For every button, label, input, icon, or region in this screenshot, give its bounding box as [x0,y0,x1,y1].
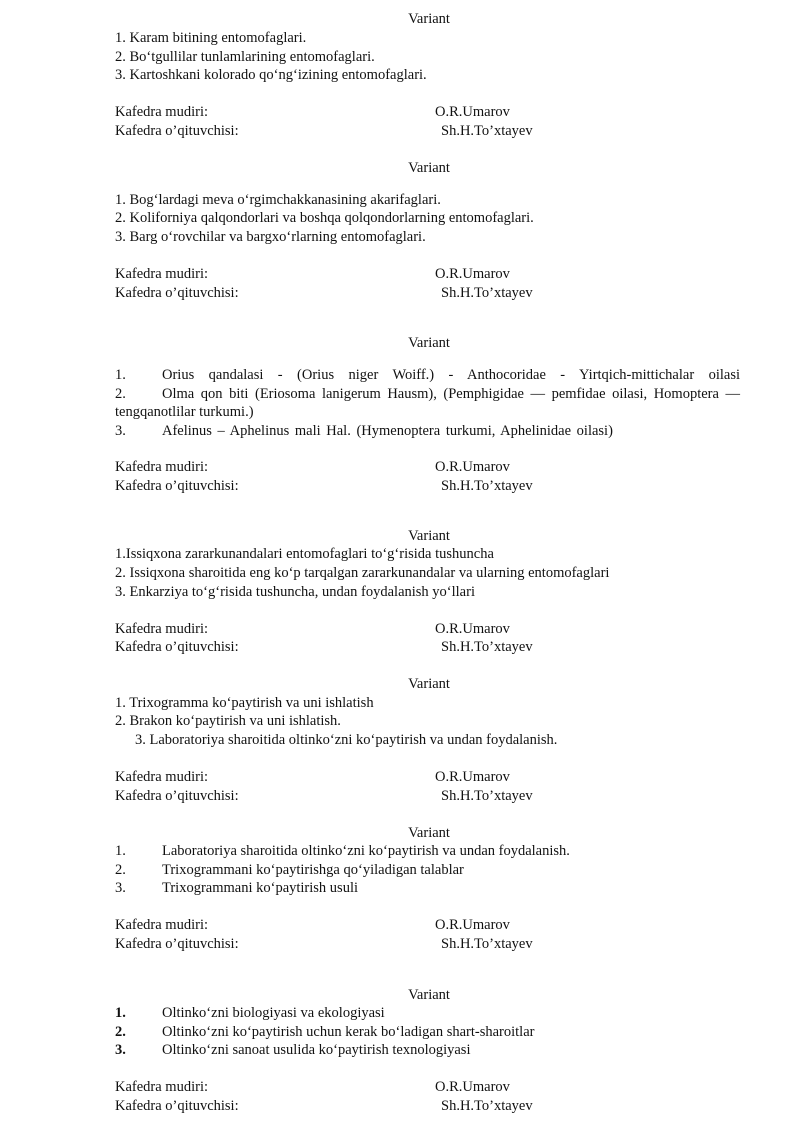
teacher-label: Kafedra o’qituvchisi: [115,285,239,301]
teacher-name: Sh.H.To’xtayev [441,285,533,301]
item-number: 3. [115,1042,126,1058]
list-item: Laboratoriya sharoitida oltinko‘zni ko‘paytirish va undan foydalanish. [162,843,570,859]
variant-title: Variant [408,987,450,1003]
variant-title: Variant [408,528,450,544]
head-name: O.R.Umarov [435,917,510,933]
teacher-label: Kafedra o’qituvchisi: [115,788,239,804]
head-name: O.R.Umarov [435,769,510,785]
variant-title: Variant [408,11,450,27]
list-item: Olma qon biti (Eriosoma lanigerum Hausm), (Pemphigidae — pemfidae oilasi, Homoptera — [162,386,740,402]
list-item: 2. Koliforniya qalqondorlari va boshqa qolqondorlarning entomofaglari. [115,210,534,226]
list-item: 2. Issiqxona sharoitida eng ko‘p tarqalgan zararkunandalar va ularning entomofaglari [115,565,610,581]
list-item: 3. Barg o‘rovchilar va bargxo‘rlarning entomofaglari. [115,229,426,245]
variant-title: Variant [408,676,450,692]
teacher-name: Sh.H.To’xtayev [441,1098,533,1114]
list-item: Oltinko‘zni sanoat usulida ko‘paytirish texnologiyasi [162,1042,471,1058]
item-number: 1. [115,843,126,859]
item-number: 3. [115,880,126,896]
item-number: 2. [115,862,126,878]
head-label: Kafedra mudiri: [115,917,209,933]
head-label: Kafedra mudiri: [115,459,209,475]
head-name: O.R.Umarov [435,459,510,475]
list-item: 3. Kartoshkani kolorado qo‘ng‘izining entomofaglari. [115,67,427,83]
list-item: 1. Bog‘lardagi meva o‘rgimchakkanasining akarifaglari. [115,192,441,208]
item-number: 1. [115,367,126,383]
list-item: 1.Issiqxona zararkunandalari entomofaglari to‘g‘risida tushuncha [115,546,494,562]
teacher-label: Kafedra o’qituvchisi: [115,639,239,655]
list-item: 1. Karam bitining entomofaglari. [115,30,307,46]
list-item: Oltinko‘zni biologiyasi va ekologiyasi [162,1005,385,1021]
list-item: 1. Trixogramma ko‘paytirish va uni ishlatish [115,695,374,711]
teacher-label: Kafedra o’qituvchisi: [115,1098,239,1114]
variant-title: Variant [408,335,450,351]
teacher-label: Kafedra o’qituvchisi: [115,123,239,139]
item-number: 2. [115,386,126,402]
list-item: 3. Laboratoriya sharoitida oltinko‘zni ko‘paytirish va undan foydalanish. [135,732,558,748]
teacher-name: Sh.H.To’xtayev [441,788,533,804]
list-item: Oltinko‘zni ko‘paytirish uchun kerak bo‘ladigan shart-sharoitlar [162,1024,535,1040]
item-number: 1. [115,1005,126,1021]
teacher-name: Sh.H.To’xtayev [441,639,533,655]
list-item-continuation: tengqanotlilar turkumi.) [115,404,254,420]
teacher-label: Kafedra o’qituvchisi: [115,936,239,952]
list-item: 2. Bo‘tgullilar tunlamlarining entomofaglari. [115,49,375,65]
head-label: Kafedra mudiri: [115,104,209,120]
list-item: Trixogrammani ko‘paytirishga qo‘yiladigan talablar [162,862,464,878]
head-name: O.R.Umarov [435,266,510,282]
list-item: Afelinus – Aphelinus mali Hal. (Hymenoptera turkumi, Aphelinidae oilasi) [162,423,613,439]
head-label: Kafedra mudiri: [115,621,209,637]
variant-title: Variant [408,160,450,176]
head-label: Kafedra mudiri: [115,1079,209,1095]
list-item: Orius qandalasi - (Orius niger Woiff.) - Anthocoridae - Yirtqich-mittichalar oilasi [162,367,740,383]
item-number: 3. [115,423,126,439]
teacher-name: Sh.H.To’xtayev [441,478,533,494]
list-item: 2. Brakon ko‘paytirish va uni ishlatish. [115,713,341,729]
head-label: Kafedra mudiri: [115,266,209,282]
head-name: O.R.Umarov [435,621,510,637]
teacher-label: Kafedra o’qituvchisi: [115,478,239,494]
item-number: 2. [115,1024,126,1040]
list-item: Trixogrammani ko‘paytirish usuli [162,880,359,896]
list-item: 3. Enkarziya to‘g‘risida tushuncha, undan foydalanish yo‘llari [115,584,475,600]
variant-title: Variant [408,825,450,841]
teacher-name: Sh.H.To’xtayev [441,123,533,139]
head-label: Kafedra mudiri: [115,769,209,785]
teacher-name: Sh.H.To’xtayev [441,936,533,952]
head-name: O.R.Umarov [435,104,510,120]
head-name: O.R.Umarov [435,1079,510,1095]
